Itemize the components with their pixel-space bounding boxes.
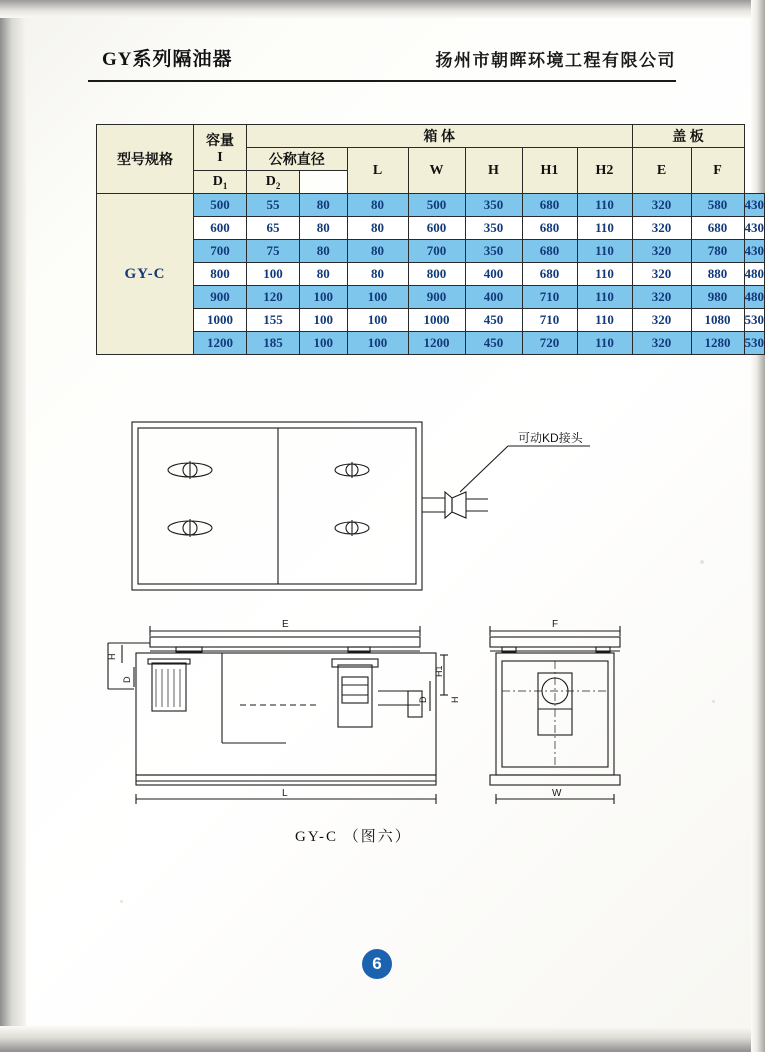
scan-speck xyxy=(712,700,715,703)
cell-spec: 800 xyxy=(194,263,247,286)
cell-capacity: 65 xyxy=(247,217,300,240)
th-d2: $D_2$ xyxy=(247,171,300,194)
cell-d2: 80 xyxy=(347,263,408,286)
cell-model-label: GY-C xyxy=(97,194,194,355)
cell-w: 450 xyxy=(465,309,522,332)
cell-e: 880 xyxy=(691,263,744,286)
scan-speck xyxy=(700,560,704,564)
cell-spec: 1000 xyxy=(194,309,247,332)
cell-spec: 700 xyxy=(194,240,247,263)
cell-h: 710 xyxy=(522,286,577,309)
svg-text:D: D xyxy=(122,676,132,683)
cell-h2: 320 xyxy=(632,286,691,309)
cell-l: 800 xyxy=(408,263,465,286)
cell-h1: 110 xyxy=(577,194,632,217)
svg-text:F: F xyxy=(552,619,559,630)
cell-h2: 320 xyxy=(632,309,691,332)
table-header-row-1 xyxy=(97,125,765,148)
cell-spec: 600 xyxy=(194,217,247,240)
cell-d1: 100 xyxy=(300,332,348,355)
cell-h2: 320 xyxy=(632,217,691,240)
th-f: F xyxy=(691,148,744,194)
th-h: H xyxy=(465,148,522,194)
cell-d1: 80 xyxy=(300,263,348,286)
scan-speck xyxy=(120,900,123,903)
cell-w: 400 xyxy=(465,263,522,286)
th-capacity xyxy=(194,125,247,171)
svg-text:E: E xyxy=(282,619,289,630)
th-nominal-diameter: 公称直径 xyxy=(247,148,348,171)
cell-l: 1200 xyxy=(408,332,465,355)
header-divider xyxy=(88,80,676,82)
svg-text:D: D xyxy=(418,696,428,703)
cell-d2: 100 xyxy=(347,286,408,309)
cell-h1: 110 xyxy=(577,240,632,263)
specification-table xyxy=(96,124,765,355)
svg-text:H: H xyxy=(107,653,117,660)
cell-w: 350 xyxy=(465,194,522,217)
cell-capacity: 120 xyxy=(247,286,300,309)
cell-h1: 110 xyxy=(577,332,632,355)
cell-e: 780 xyxy=(691,240,744,263)
cell-h2: 320 xyxy=(632,194,691,217)
page-title: GY系列隔油器 xyxy=(102,49,233,70)
cell-h1: 110 xyxy=(577,217,632,240)
cell-w: 350 xyxy=(465,240,522,263)
th-model: 型号规格 xyxy=(97,125,194,194)
cell-f: 480 xyxy=(744,263,765,286)
cell-d1: 100 xyxy=(300,286,348,309)
cell-h1: 110 xyxy=(577,309,632,332)
cell-spec: 1200 xyxy=(194,332,247,355)
page-header xyxy=(88,44,676,84)
cell-e: 980 xyxy=(691,286,744,309)
specification-table-container xyxy=(96,124,765,355)
cell-d1: 80 xyxy=(300,194,348,217)
cell-h1: 110 xyxy=(577,263,632,286)
cell-h2: 320 xyxy=(632,240,691,263)
cell-l: 900 xyxy=(408,286,465,309)
cell-capacity: 55 xyxy=(247,194,300,217)
cell-l: 1000 xyxy=(408,309,465,332)
th-box: 箱 体 xyxy=(247,125,633,148)
th-capacity-line1: 容量 xyxy=(206,133,234,149)
cell-e: 1080 xyxy=(691,309,744,332)
cell-h: 680 xyxy=(522,194,577,217)
cell-f: 430 xyxy=(744,240,765,263)
cell-d2: 100 xyxy=(347,309,408,332)
cell-d1: 80 xyxy=(300,240,348,263)
th-e: E xyxy=(632,148,691,194)
cell-l: 700 xyxy=(408,240,465,263)
th-h1: H1 xyxy=(522,148,577,194)
cell-l: 600 xyxy=(408,217,465,240)
th-cover: 盖 板 xyxy=(632,125,744,148)
th-h2: H2 xyxy=(577,148,632,194)
th-w: W xyxy=(408,148,465,194)
cell-spec: 500 xyxy=(194,194,247,217)
page-number-badge: 6 xyxy=(362,949,392,979)
top-view-drawing xyxy=(90,400,690,620)
table-row xyxy=(97,309,765,332)
technical-drawings xyxy=(90,400,690,870)
table-row xyxy=(97,240,765,263)
cell-d2: 100 xyxy=(347,332,408,355)
cell-w: 450 xyxy=(465,332,522,355)
svg-text:L: L xyxy=(282,788,288,799)
table-body xyxy=(97,194,765,355)
cell-h: 710 xyxy=(522,309,577,332)
company-name: 扬州市朝晖环境工程有限公司 xyxy=(435,51,676,70)
cell-d2: 80 xyxy=(347,217,408,240)
table-row xyxy=(97,217,765,240)
cell-e: 1280 xyxy=(691,332,744,355)
cell-w: 350 xyxy=(465,217,522,240)
cell-d2: 80 xyxy=(347,194,408,217)
cell-d2: 80 xyxy=(347,240,408,263)
table-head xyxy=(97,125,765,194)
cell-capacity: 100 xyxy=(247,263,300,286)
cell-capacity: 185 xyxy=(247,332,300,355)
cell-capacity: 75 xyxy=(247,240,300,263)
cell-w: 400 xyxy=(465,286,522,309)
table-row xyxy=(97,286,765,309)
cell-f: 430 xyxy=(744,217,765,240)
table-row xyxy=(97,194,765,217)
th-d1: $D_1$ xyxy=(194,171,247,194)
th-l: L xyxy=(347,148,408,194)
cell-h: 720 xyxy=(522,332,577,355)
figure-caption: GY-C （图六） xyxy=(295,829,412,845)
svg-text:W: W xyxy=(552,788,562,799)
elevation-drawing xyxy=(90,615,690,825)
page-edge-left xyxy=(0,0,26,1052)
cell-e: 680 xyxy=(691,217,744,240)
svg-text:H1: H1 xyxy=(434,665,444,677)
svg-text:H: H xyxy=(450,696,460,703)
cell-f: 530 xyxy=(744,332,765,355)
cell-h1: 110 xyxy=(577,286,632,309)
page-edge-bottom xyxy=(0,1026,765,1052)
cell-f: 530 xyxy=(744,309,765,332)
cell-h: 680 xyxy=(522,263,577,286)
page-edge-top xyxy=(0,0,765,18)
th-capacity-line2: I xyxy=(217,149,223,165)
cell-l: 500 xyxy=(408,194,465,217)
cell-h2: 320 xyxy=(632,263,691,286)
table-row xyxy=(97,263,765,286)
kd-joint-callout-label: 可动KD接头 xyxy=(518,431,583,445)
cell-f: 430 xyxy=(744,194,765,217)
cell-d1: 100 xyxy=(300,309,348,332)
cell-d1: 80 xyxy=(300,217,348,240)
cell-spec: 900 xyxy=(194,286,247,309)
cell-h2: 320 xyxy=(632,332,691,355)
cell-h: 680 xyxy=(522,217,577,240)
cell-capacity: 155 xyxy=(247,309,300,332)
cell-f: 480 xyxy=(744,286,765,309)
cell-e: 580 xyxy=(691,194,744,217)
cell-h: 680 xyxy=(522,240,577,263)
table-row xyxy=(97,332,765,355)
